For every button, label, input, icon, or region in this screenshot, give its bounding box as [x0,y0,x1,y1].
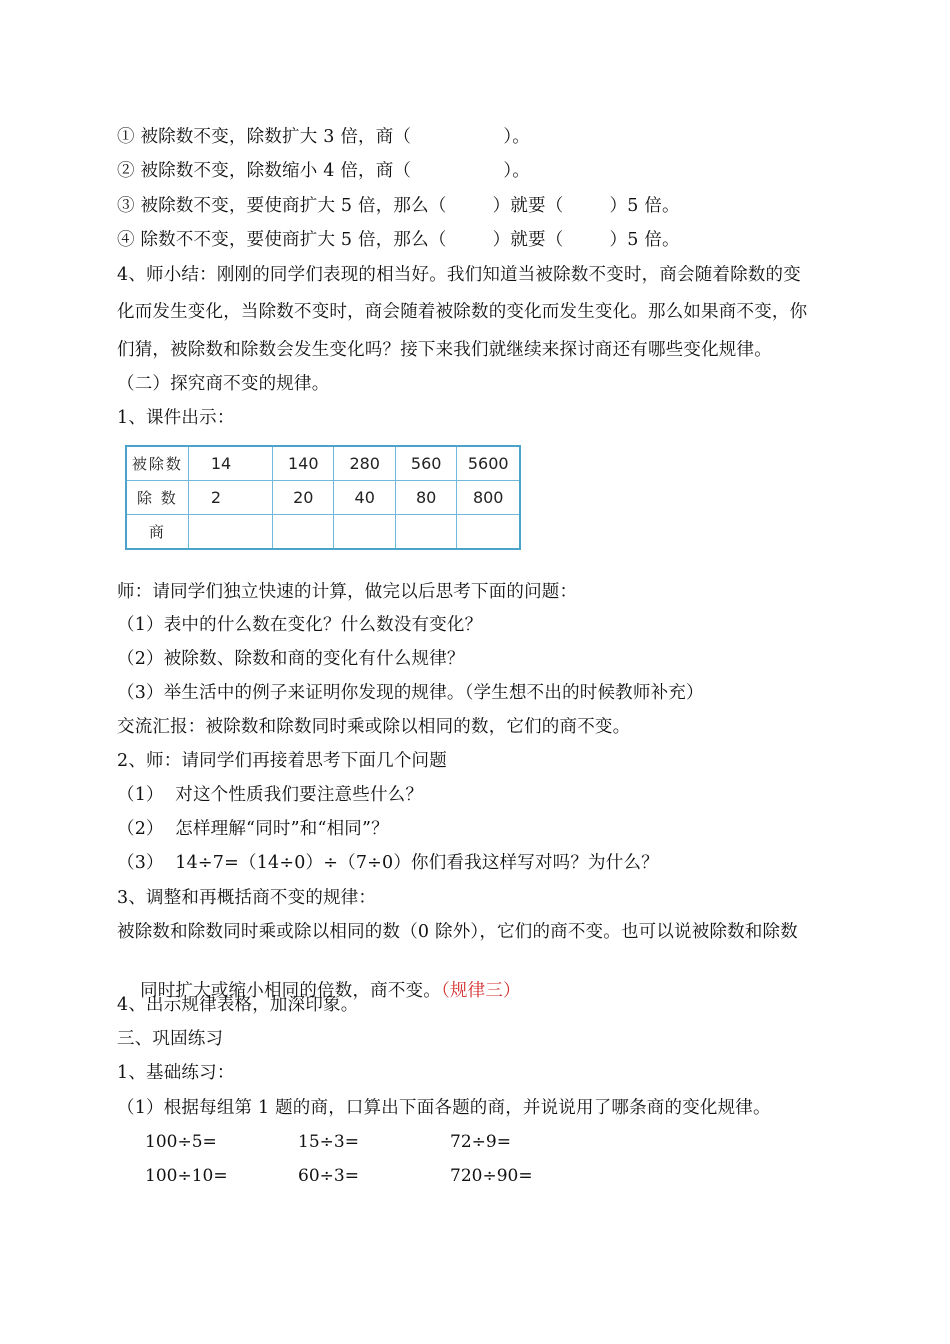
exercise-item: 100÷5= [145,1132,217,1152]
rule-text: 同时扩大或缩小相同的倍数，商不变。 [140,981,441,1001]
exercise-item: 100÷10= [145,1166,228,1186]
text-line: （3） 14÷7=（14÷0）÷（7÷0）你们看我这样写对吗？为什么？ [117,853,659,873]
table-cell: 2 [188,481,272,515]
text-line: 们猜，被除数和除数会发生变化吗？接下来我们就继续来探讨商还有哪些变化规律。 [117,340,772,360]
text-line: 1、课件出示： [117,408,235,428]
table-cell [188,515,272,550]
text-line: 4、师小结：刚刚的同学们表现的相当好。我们知道当被除数不变时，商会随着除数的变 [117,265,801,285]
text-line: 1、基础练习： [117,1063,235,1083]
table-cell: 80 [395,481,456,515]
quotient-table [125,445,521,548]
section-heading: （二）探究商不变的规律。 [117,374,330,394]
text-line: 师：请同学们独立快速的计算，做完以后思考下面的问题： [117,582,578,602]
table-cell [457,515,520,550]
table-header-cell: 除 数 [126,481,188,515]
text-line: 化而发生变化，当除数不变时，商会随着被除数的变化而发生变化。那么如果商不变，你 [117,302,808,322]
section-heading: 三、巩固练习 [117,1029,224,1049]
text-line: （1）表中的什么数在变化？什么数没有变化？ [117,615,483,635]
table-header-cell: 被除数 [126,446,188,481]
exercise-item: 72÷9= [450,1132,511,1152]
exercise-item: 720÷90= [450,1166,533,1186]
table-header-cell: 商 [126,515,188,550]
table-cell [395,515,456,550]
text-line: 3、调整和再概括商不变的规律： [117,888,377,908]
table-cell: 40 [334,481,395,515]
table-cell: 140 [273,446,334,481]
table-cell: 280 [334,446,395,481]
text-line: ③ 被除数不变，要使商扩大 5 倍，那么（ ）就要（ ）5 倍。 [117,196,680,216]
text-line: （2） 怎样理解“同时”和“相同”？ [117,819,389,839]
table-row [126,446,520,481]
table-cell: 560 [395,446,456,481]
text-line: ④ 除数不不变，要使商扩大 5 倍，那么（ ）就要（ ）5 倍。 [117,230,680,250]
table-cell [273,515,334,550]
text-line: （2）被除数、除数和商的变化有什么规律？ [117,649,465,669]
text-line: （1）根据每组第 1 题的商，口算出下面各题的商，并说说用了哪条商的变化规律。 [117,1098,771,1118]
table-row [126,515,520,550]
rule-tag: （规律三） [440,981,521,1001]
table-cell: 800 [457,481,520,515]
text-line: ① 被除数不变，除数扩大 3 倍，商（ ）。 [117,127,530,147]
table-cell: 5600 [457,446,520,481]
text-line: 交流汇报：被除数和除数同时乘或除以相同的数，它们的商不变。 [117,717,631,737]
text-line: 4、出示规律表格，加深印象。 [117,995,359,1015]
exercise-item: 60÷3= [298,1166,359,1186]
text-line: ② 被除数不变，除数缩小 4 倍，商（ ）。 [117,161,530,181]
text-line: 被除数和除数同时乘或除以相同的数（0 除外），它们的商不变。也可以说被除数和除数 [117,922,798,942]
text-line: （3）举生活中的例子来证明你发现的规律。（学生想不出的时候教师补充） [117,683,704,703]
table-cell: 20 [273,481,334,515]
table-cell: 14 [188,446,272,481]
text-line: （1） 对这个性质我们要注意些什么？ [117,785,424,805]
table-row [126,481,520,515]
exercise-item: 15÷3= [298,1132,359,1152]
text-line: 2、师：请同学们再接着思考下面几个问题 [117,751,447,771]
table-cell [334,515,395,550]
